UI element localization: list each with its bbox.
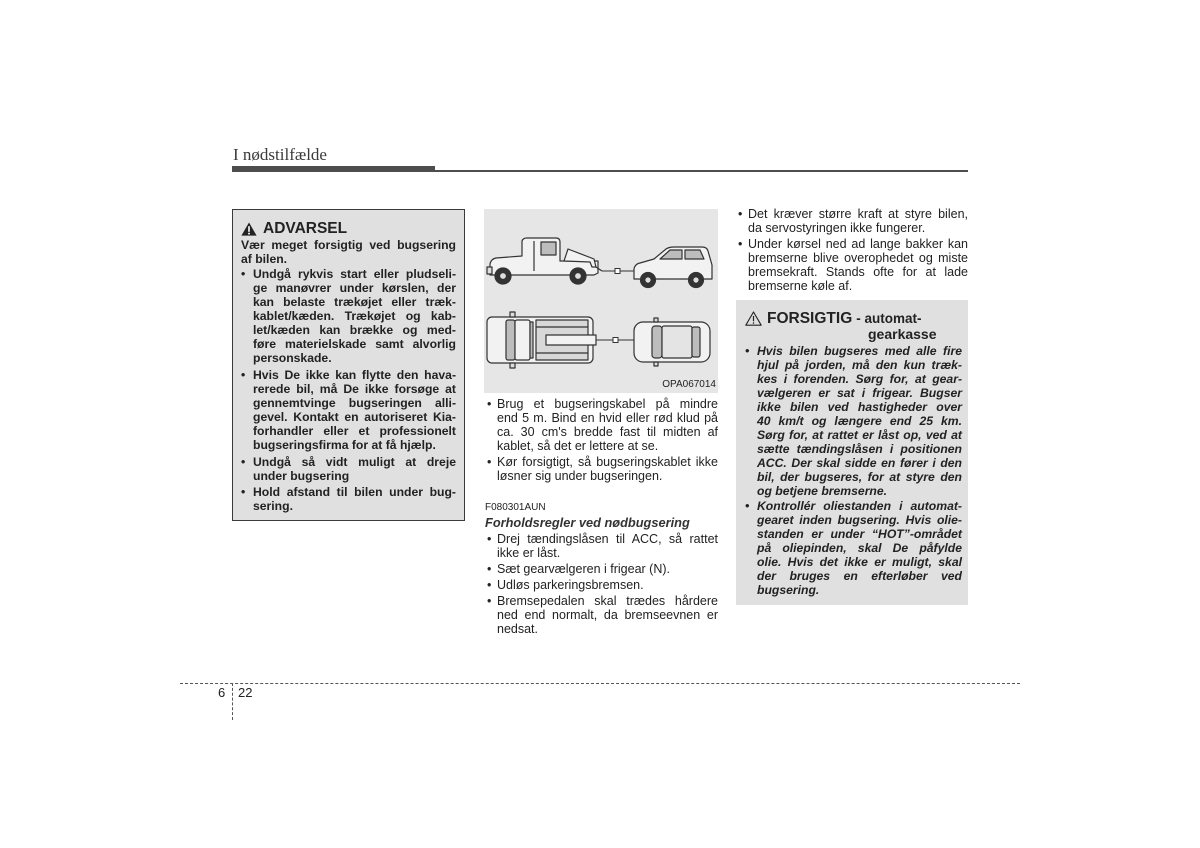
text-line: Sørg for, at rattet er låst op, ved at xyxy=(757,428,962,442)
caution-heading-line xyxy=(745,310,962,327)
bullet-marker xyxy=(487,397,491,411)
list-item xyxy=(484,532,718,560)
page-number: 22 xyxy=(238,685,253,700)
text-line: der bruges en efterløber ved xyxy=(757,569,962,583)
bullet-marker xyxy=(487,455,491,469)
caution-box xyxy=(736,300,968,605)
caution-triangle-icon xyxy=(745,311,762,326)
towed-car-top-view xyxy=(634,318,710,366)
bullet-marker xyxy=(738,237,742,251)
list-item xyxy=(745,344,962,498)
text-line: Undgå så vidt muligt at dreje xyxy=(253,455,456,469)
text-line: Vær meget forsigtig ved bugsering xyxy=(241,238,456,252)
text-line: olie. Hvis det ikke er muligt, skal xyxy=(757,555,962,569)
towing-illustration xyxy=(484,209,718,393)
caution-heading xyxy=(745,310,962,342)
warning-heading xyxy=(241,220,456,238)
list-item xyxy=(484,578,718,592)
text-line: bil, der bugseres, for at styre den xyxy=(757,470,962,484)
text-line: rerede bil, må De ikke forsøge at xyxy=(253,382,456,396)
text-line: ikke bilen ved hastigheder over xyxy=(757,400,962,414)
text-line: bugsering. xyxy=(757,583,820,597)
list-item xyxy=(241,267,456,365)
text-line: Hvis De ikke kan flytte den hava- xyxy=(253,368,456,382)
text-line: Brug et bugseringskabel på mindre xyxy=(497,397,718,411)
text-line: bugseringsfirma for at få hjælp. xyxy=(253,438,436,452)
text-line: Under kørsel ned ad lange bakker kan xyxy=(748,237,968,251)
steering-notes xyxy=(736,207,968,293)
list-item xyxy=(241,368,456,452)
text-line: bremserne køle af. xyxy=(748,279,853,293)
towing-notes xyxy=(484,397,718,483)
section-code: F080301AUN xyxy=(485,502,546,513)
header-rule xyxy=(435,170,968,172)
tow-truck-top-view xyxy=(487,312,596,368)
text-line: bremserne blive overophedet og miste xyxy=(748,251,968,265)
text-line: Kontrollér oliestanden i automat- xyxy=(757,499,962,513)
text-line: let/kæden kan brække og med- xyxy=(253,323,456,337)
text-line: Hold afstand til bilen under bug- xyxy=(253,485,456,499)
warning-triangle-icon xyxy=(241,222,257,236)
list-item xyxy=(484,455,718,483)
text-line: end 5 m. Bind en hvid eller rød klud på xyxy=(497,411,718,425)
footer-divider xyxy=(232,683,233,720)
text-line: nedsat. xyxy=(497,622,539,636)
text-line: vælgeren er sat i frigear. Bugser xyxy=(757,386,962,400)
emergency-towing-heading: Forholdsregler ved nødbugsering xyxy=(485,515,690,530)
caution-title: FORSIGTIG xyxy=(767,310,853,327)
bullet-marker xyxy=(241,485,245,499)
text-line: under bugsering xyxy=(253,469,350,483)
bullet-marker xyxy=(745,499,749,513)
section-title: I nødstilfælde xyxy=(233,145,327,164)
text-line: sætte tændingslåsen i positionen xyxy=(757,442,962,456)
list-item xyxy=(484,397,718,453)
list-item xyxy=(241,485,456,513)
bullet-marker xyxy=(738,207,742,221)
list-item xyxy=(241,455,456,483)
text-line: ikke er låst. xyxy=(497,546,561,560)
text-line: løsner sig under bugseringen. xyxy=(497,469,663,483)
bullet-marker xyxy=(241,267,245,281)
text-line: Sæt gearvælgeren i frigear (N). xyxy=(497,562,670,576)
text-line: bremsekraft. Stands ofte for at lade xyxy=(748,265,968,279)
towed-car-side-view xyxy=(634,247,712,288)
list-item xyxy=(484,594,718,636)
text-line: gennemtvinge bugseringen alli- xyxy=(253,396,456,410)
tow-cable-side-view xyxy=(602,269,634,274)
text-line: ACC. Der skal sidde en fører i den xyxy=(757,456,962,470)
text-line: 40 km/t og længere end 25 km. xyxy=(757,414,962,428)
list-item xyxy=(484,562,718,576)
bullet-marker xyxy=(745,344,749,358)
text-line: kan belaste trækøjet eller træk- xyxy=(253,295,456,309)
tow-cable-top-view xyxy=(596,338,634,343)
text-line: kes i forenden. Sørg for, at gear- xyxy=(757,372,962,386)
footer-rule xyxy=(180,683,1020,684)
section-number: 6 xyxy=(218,685,226,700)
text-line: føre materielskade samt alvorlig xyxy=(253,337,456,351)
caution-title-line2: gearkasse xyxy=(868,326,937,342)
list-item xyxy=(745,499,962,597)
text-line: kablet/kæden. Trækøjet og kab- xyxy=(253,309,456,323)
text-line: og betjene bremserne. xyxy=(757,484,888,498)
bullet-marker xyxy=(487,594,491,608)
text-line: hjul på jorden, må den kun træk- xyxy=(757,358,962,372)
bullet-marker xyxy=(241,368,245,382)
text-line: gevel. Kontakt en autoriseret Kia- xyxy=(253,410,456,424)
text-line: forhandler eller et professionelt xyxy=(253,424,456,438)
bullet-marker xyxy=(487,578,491,592)
text-line: ned end normalt, da bremseevnen er xyxy=(497,608,718,622)
text-line: da servostyringen ikke fungerer. xyxy=(748,221,926,235)
text-line: Udløs parkeringsbremsen. xyxy=(497,578,644,592)
emergency-towing-steps xyxy=(484,532,718,636)
text-line: gearet inden bugsering. Hvis olie- xyxy=(757,513,962,527)
text-line: af bilen. xyxy=(241,252,288,266)
bullet-marker xyxy=(487,532,491,546)
tow-truck-side-view xyxy=(487,238,602,284)
text-line: Det kræver større kraft at styre bilen, xyxy=(748,207,968,221)
figure-caption: OPA067014 xyxy=(662,379,716,390)
text-line: Bremsepedalen skal trædes hårdere xyxy=(497,594,718,608)
list-item xyxy=(736,207,968,235)
warning-title: ADVARSEL xyxy=(263,220,348,237)
text-line: Hvis bilen bugseres med alle fire xyxy=(757,344,962,358)
warning-box xyxy=(232,209,465,521)
header-bar xyxy=(232,166,435,172)
text-line: personskade. xyxy=(253,351,332,365)
text-line: ca. 30 cm's bredde fast til midten af xyxy=(497,425,718,439)
bullet-marker xyxy=(487,562,491,576)
text-line: Undgå rykvis start eller pludseli- xyxy=(253,267,456,281)
warning-intro xyxy=(241,238,456,266)
text-line: på oliepinden, skal De påfylde xyxy=(757,541,962,555)
text-line: sering. xyxy=(253,499,293,513)
bullet-marker xyxy=(241,455,245,469)
text-line: Drej tændingslåsen til ACC, så rattet xyxy=(497,532,718,546)
text-line: ge manøvrer under kørslen, der xyxy=(253,281,456,295)
text-line: kablet, så det er lettere at se. xyxy=(497,439,659,453)
list-item xyxy=(736,237,968,293)
caution-title-suffix: - automat- xyxy=(856,311,922,326)
towing-figure xyxy=(484,209,718,393)
text-line: Kør forsigtigt, så bugseringskablet ikke xyxy=(497,455,718,469)
text-line: standen er under “HOT”-området xyxy=(757,527,962,541)
